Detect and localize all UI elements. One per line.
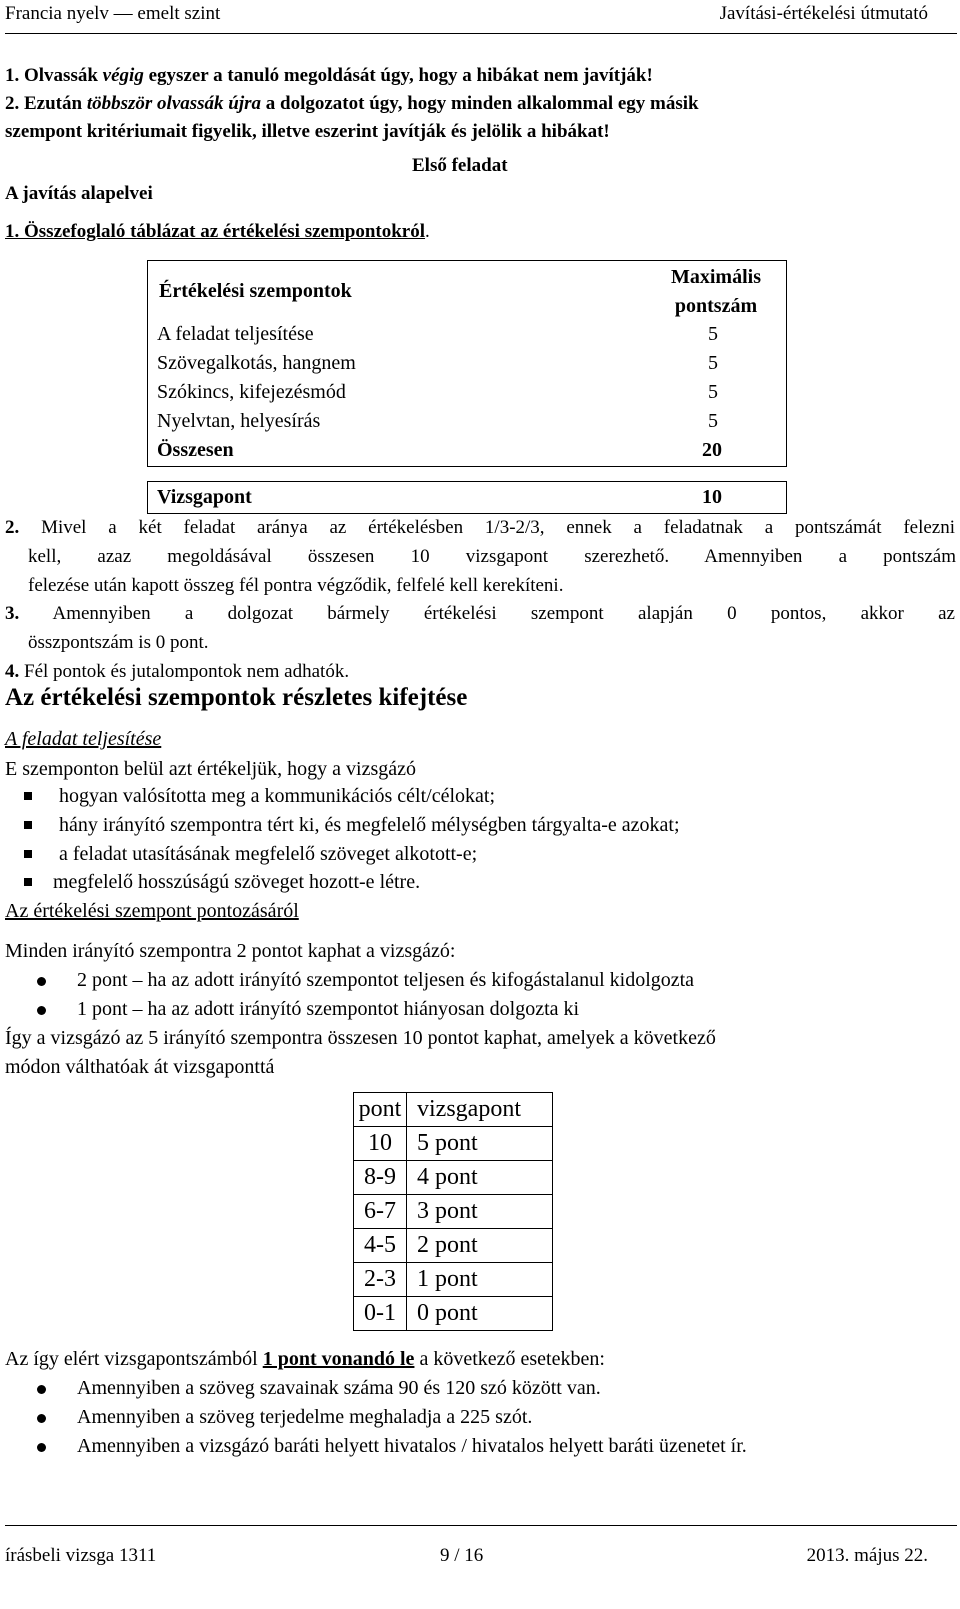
intro-line-2: 2. Ezután többször olvassák újra a dolgozatot úgy, hogy minden alkalommal egy másik [5, 93, 699, 114]
conversion-line-2: módon válthatóak át vizsgapontt​á [5, 1056, 275, 1078]
scoring-item: 2 pont – ha az adott irányító szempontot teljesen és kifogástalanul kidolgozta [77, 969, 695, 991]
table-row [354, 1161, 553, 1195]
eval-row-value: 5 [708, 352, 718, 374]
square-bullet-icon [24, 850, 32, 858]
eval-header-max-2: pontszám [674, 295, 758, 317]
intro-line-1: 1. Olvassák végig egyszer a tanuló megoldását úgy, hogy a hibákat nem javítják! [5, 65, 653, 86]
table-row [354, 1229, 553, 1263]
header-left: Francia nyelv — emelt szint [5, 3, 221, 24]
task-item: megfelelő hosszúságú szöveget hozott-e létre. [53, 871, 421, 893]
square-bullet-icon [24, 878, 32, 886]
points-cell: 0-1 [354, 1297, 407, 1331]
square-bullet-icon [24, 792, 32, 800]
intro-line-3: szempont kritériumait figyelik, illetve eszerint javítják és jelölik a hibákat! [5, 121, 610, 142]
task-heading: A feladat teljesítése [5, 728, 162, 750]
bullet-dot-icon [37, 1385, 46, 1394]
deduct-intro: Az így elért vizsgapontszámból 1 pont vonandó le a következő esetekben: [5, 1348, 605, 1370]
task-intro: E szemponton belül azt értékeljük, hogy a vizsgázó [5, 758, 416, 780]
eval-row-label: Szövegalkotás, hangnem [157, 352, 356, 374]
footer-rule [5, 1525, 957, 1526]
points-cell: 2-3 [354, 1263, 407, 1297]
scoring-heading: Az értékelési szempont pontozásáról [5, 900, 299, 922]
eval-total-value: 20 [702, 439, 722, 461]
footer-left: írásbeli vizsga 1311 [5, 1545, 157, 1566]
conversion-line-1: Így a vizsgázó az 5 irányító szempontra összesen 10 pontot kaphat, amelyek a következő [5, 1027, 716, 1049]
table-row [354, 1127, 553, 1161]
exam-points-header: vizsgapont [407, 1093, 553, 1127]
points-cell: 8-9 [354, 1161, 407, 1195]
bullet-dot-icon [37, 1443, 46, 1452]
exam-points-value: 10 [702, 486, 722, 508]
rule-3-line-2: összpontszám is 0 pont. [28, 632, 209, 653]
detail-heading: Az értékelési szempontok részletes kifejtése [5, 684, 468, 711]
scoring-item: 1 pont – ha az adott irányító szempontot hiányosan dolgozta ki [77, 998, 580, 1020]
exam-points-row [147, 481, 787, 514]
eval-row-value: 5 [708, 410, 718, 432]
task-item: a feladat utasításának megfelelő szöveget alkotott-e; [59, 843, 478, 865]
points-cell: 4-5 [354, 1229, 407, 1263]
eval-header-criteria: Értékelési szempontok [159, 280, 352, 302]
table-row [354, 1297, 553, 1331]
points-conversion-table [353, 1092, 553, 1331]
rule-2-line-2: kell, azaz megoldásával összesen 10 vizsgapont szerezhető. Amennyiben a pontszám [28, 546, 956, 567]
rule-4: 4. Fél pontok és jutalompontok nem adhatók. [5, 661, 350, 682]
evaluation-table [147, 260, 787, 467]
eval-row-label: Szókincs, kifejezésmód [157, 381, 346, 403]
eval-row-value: 5 [708, 381, 718, 403]
eval-row-label: Nyelvtan, helyesírás [157, 410, 321, 432]
eval-row-value: 5 [708, 323, 718, 345]
exam-points-cell: 0 pont [407, 1297, 553, 1331]
principles-heading: A javítás alapelvei [5, 183, 153, 204]
exam-points-cell: 3 pont [407, 1195, 553, 1229]
bullet-dot-icon [37, 977, 46, 986]
summary-heading: 1. Összefoglaló táblázat az értékelési szempontokról. [5, 221, 430, 242]
eval-header-max-1: Maximális [671, 266, 761, 288]
rule-2-line-3: felezése után kapott összeg fél pontra végződik, felfelé kell kerekíteni. [28, 575, 564, 596]
points-cell: 6-7 [354, 1195, 407, 1229]
footer-page: 9 / 16 [440, 1545, 484, 1566]
eval-row-label: A feladat teljesítése [157, 323, 314, 345]
header-rule [5, 33, 957, 34]
footer-right: 2013. május 22. [806, 1545, 928, 1566]
header-right: Javítási-értékelési útmutató [719, 3, 928, 24]
exam-points-cell: 5 pont [407, 1127, 553, 1161]
table-row [354, 1195, 553, 1229]
table-row [354, 1093, 553, 1127]
rule-3-line-1: 3. Amennyiben a dolgozat bármely értékelési szempont alapján 0 pontos, akkor az [5, 603, 955, 624]
deduct-item: Amennyiben a vizsgázó baráti helyett hivatalos / hivatalos helyett baráti üzenetet ír. [77, 1435, 747, 1457]
deduct-item: Amennyiben a szöveg szavainak száma 90 és 120 szó között van. [77, 1377, 601, 1399]
exam-points-cell: 1 pont [407, 1263, 553, 1297]
exam-points-cell: 4 pont [407, 1161, 553, 1195]
bullet-dot-icon [37, 1414, 46, 1423]
exam-points-cell: 2 pont [407, 1229, 553, 1263]
points-header: pont [354, 1093, 407, 1127]
square-bullet-icon [24, 821, 32, 829]
rule-2-line-1: 2. Mivel a két feladat aránya az értékelésben 1/3-2/3, ennek a feladatnak a pontszámát felezni [5, 517, 956, 538]
scoring-intro: Minden irányító szempontra 2 pontot kaphat a vizsgázó: [5, 940, 456, 962]
eval-total-label: Összesen [157, 439, 234, 461]
first-task-title: Első feladat [412, 155, 508, 176]
bullet-dot-icon [37, 1006, 46, 1015]
task-item: hány irányító szempontra tért ki, és megfelelő mélységben tárgyalta-e azokat; [59, 814, 680, 836]
points-cell: 10 [354, 1127, 407, 1161]
task-item: hogyan valósította meg a kommunikációs célt/célokat; [59, 785, 495, 807]
deduct-item: Amennyiben a szöveg terjedelme meghaladja a 225 szót. [77, 1406, 533, 1428]
exam-points-label: Vizsgapont [157, 486, 252, 508]
table-row [354, 1263, 553, 1297]
